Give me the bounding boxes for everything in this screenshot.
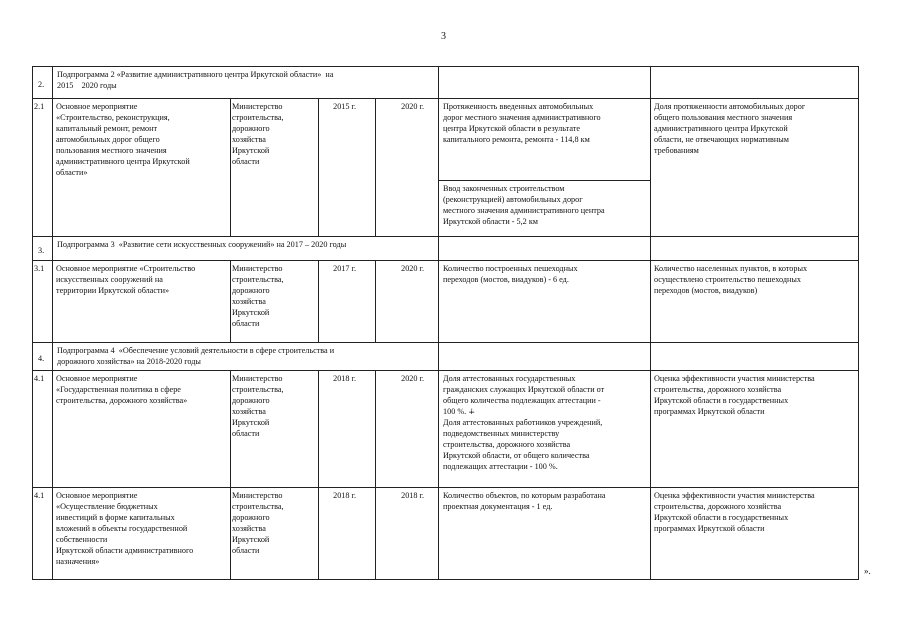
end-year: 2018 г. xyxy=(401,491,424,500)
row-number: 2.1 xyxy=(34,102,45,111)
target-indicator: области, не отвечающих нормативным xyxy=(654,135,789,144)
expected-result: центра Иркутской области в результате xyxy=(443,124,580,133)
executor: Иркутской xyxy=(232,418,270,427)
row-separator xyxy=(32,342,859,343)
target-indicator: осуществлено строительство пешеходных xyxy=(654,275,801,284)
column-separator xyxy=(52,236,53,260)
target-indicator: программах Иркутской области xyxy=(654,524,765,533)
target-indicator: общего пользования местного значения xyxy=(654,113,793,122)
column-separator xyxy=(650,342,651,370)
activity-name: Основное мероприятие xyxy=(56,102,138,111)
column-separator xyxy=(650,66,651,98)
target-indicator: строительства, дорожного хозяйства xyxy=(654,385,782,394)
expected-result: подведомственных министерству xyxy=(443,429,560,438)
executor: строительства, xyxy=(232,385,284,394)
column-separator xyxy=(230,370,231,487)
expected-result: Иркутской области - 5,2 км xyxy=(443,217,538,226)
expected-result: местного значения административного центра xyxy=(443,206,605,215)
column-separator xyxy=(650,260,651,342)
activity-name: пользования местного значения xyxy=(56,146,167,155)
row-separator xyxy=(32,260,859,261)
column-separator xyxy=(52,370,53,487)
executor: Министерство xyxy=(232,264,283,273)
start-year: 2017 г. xyxy=(333,264,356,273)
executor: Министерство xyxy=(232,374,283,383)
closing-quote-mark: ». xyxy=(864,566,871,576)
column-separator xyxy=(52,260,53,342)
activity-name: «Осуществление бюджетных xyxy=(56,502,158,511)
column-separator xyxy=(438,342,439,370)
activity-name: территории Иркутской области» xyxy=(56,286,170,295)
column-separator xyxy=(318,260,319,342)
subprogram-heading: дорожного хозяйства» на 2018-2020 годы xyxy=(57,357,201,366)
activity-name: инвестиций в форме капитальных xyxy=(56,513,175,522)
executor: хозяйства xyxy=(232,297,266,306)
expected-result: Доля аттестованных работников учреждений, xyxy=(443,418,603,427)
column-separator xyxy=(650,236,651,260)
expected-result: Протяженность введенных автомобильных xyxy=(443,102,594,111)
column-separator xyxy=(650,487,651,580)
expected-result: Иркутской области, от общего количества xyxy=(443,451,590,460)
executor: области xyxy=(232,319,260,328)
result-subcell-separator xyxy=(438,180,650,181)
column-separator xyxy=(318,98,319,236)
activity-name: административного центра Иркутской xyxy=(56,157,190,166)
row-number: 4.1 xyxy=(34,374,45,383)
expected-result: Количество объектов, по которым разработана xyxy=(443,491,606,500)
target-indicator: административного центра Иркутской xyxy=(654,124,788,133)
executor: строительства, xyxy=(232,113,284,122)
executor: строительства, xyxy=(232,502,284,511)
row-number: 4.1 xyxy=(34,491,45,500)
activity-name: искусственных сооружений на xyxy=(56,275,163,284)
executor: области xyxy=(232,429,260,438)
subprogram-heading: Подпрограмма 3 «Развитие сети искусственных сооружений» на 2017 – 2020 годы xyxy=(57,240,347,249)
target-indicator: Иркутской области в государственных xyxy=(654,513,789,522)
executor: Иркутской xyxy=(232,535,270,544)
column-separator xyxy=(650,370,651,487)
activity-name: «Государственная политика в сфере xyxy=(56,385,181,394)
expected-result: строительства, дорожного хозяйства xyxy=(443,440,571,449)
end-year: 2020 г. xyxy=(401,102,424,111)
expected-result: Ввод законченных строительством xyxy=(443,184,565,193)
activity-name: строительства, дорожного хозяйства» xyxy=(56,396,188,405)
expected-result: Доля аттестованных государственных xyxy=(443,374,576,383)
executor: хозяйства xyxy=(232,407,266,416)
target-indicator: переходов (мостов, виадуков) xyxy=(654,286,758,295)
column-separator xyxy=(52,487,53,580)
page-number: 3 xyxy=(441,31,446,42)
activity-name: автомобильных дорог общего xyxy=(56,135,160,144)
target-indicator: программах Иркутской области xyxy=(654,407,765,416)
expected-result: капитального ремонта, ремонта - 114,8 км xyxy=(443,135,590,144)
expected-result: Количество построенных пешеходных xyxy=(443,264,578,273)
activity-name: собственности xyxy=(56,535,108,544)
target-indicator: Доля протяженности автомобильных дорог xyxy=(654,102,806,111)
target-indicator: Количество населенных пунктов, в которых xyxy=(654,264,808,273)
executor: строительства, xyxy=(232,275,284,284)
column-separator xyxy=(650,98,651,236)
activity-name: назначения» xyxy=(56,557,100,566)
target-indicator: Оценка эффективности участия министерства xyxy=(654,491,815,500)
activity-name: Основное мероприятие «Строительство xyxy=(56,264,196,273)
row-number: 3. xyxy=(38,245,45,255)
activity-name: капитальный ремонт, ремонт xyxy=(56,124,158,133)
expected-result: проектная документация - 1 ед. xyxy=(443,502,553,511)
activity-name: Основное мероприятие xyxy=(56,491,138,500)
row-separator xyxy=(32,98,859,99)
activity-name: Иркутской области административного xyxy=(56,546,194,555)
target-indicator: Оценка эффективности участия министерства xyxy=(654,374,815,383)
expected-result: подлежащих аттестации - 100 %. xyxy=(443,462,558,471)
column-separator xyxy=(52,342,53,370)
subprogram-heading: Подпрограмма 4 «Обеспечение условий деятельности в сфере строительства и xyxy=(57,346,335,355)
start-year: 2015 г. xyxy=(333,102,356,111)
row-separator xyxy=(32,236,859,237)
executor: области xyxy=(232,157,260,166)
row-number: 4. xyxy=(38,353,45,363)
column-separator xyxy=(230,487,231,580)
column-separator xyxy=(438,260,439,342)
end-year: 2020 г. xyxy=(401,264,424,273)
executor: Министерство xyxy=(232,491,283,500)
start-year: 2018 г. xyxy=(333,374,356,383)
executor: хозяйства xyxy=(232,135,266,144)
start-year: 2018 г. xyxy=(333,491,356,500)
expected-result: 100 %. ∔ xyxy=(443,407,476,416)
subprogram-heading: 2015 2020 годы xyxy=(57,81,117,90)
executor: области xyxy=(232,546,260,555)
column-separator xyxy=(438,98,439,236)
end-year: 2020 г. xyxy=(401,374,424,383)
activity-name: Основное мероприятие xyxy=(56,374,138,383)
executor: Министерство xyxy=(232,102,283,111)
expected-result: гражданских служащих Иркутской области от xyxy=(443,385,605,394)
column-separator xyxy=(438,236,439,260)
column-separator xyxy=(375,260,376,342)
expected-result: общего количества подлежащих аттестации - xyxy=(443,396,601,405)
executor: дорожного xyxy=(232,513,270,522)
row-number: 3.1 xyxy=(34,264,45,273)
column-separator xyxy=(318,487,319,580)
executor: дорожного xyxy=(232,124,270,133)
target-indicator: Иркутской области в государственных xyxy=(654,396,789,405)
column-separator xyxy=(230,260,231,342)
target-indicator: строительства, дорожного хозяйства xyxy=(654,502,782,511)
column-separator xyxy=(375,98,376,236)
row-separator xyxy=(32,487,859,488)
row-separator xyxy=(32,370,859,371)
expected-result: дорог местного значения административного xyxy=(443,113,601,122)
column-separator xyxy=(52,66,53,98)
expected-result: (реконструкцией) автомобильных дорог xyxy=(443,195,583,204)
activity-name: «Строительство, реконструкция, xyxy=(56,113,170,122)
column-separator xyxy=(375,370,376,487)
column-separator xyxy=(438,370,439,487)
column-separator xyxy=(230,98,231,236)
column-separator xyxy=(375,487,376,580)
executor: хозяйства xyxy=(232,524,266,533)
executor: Иркутской xyxy=(232,308,270,317)
column-separator xyxy=(438,487,439,580)
executor: Иркутской xyxy=(232,146,270,155)
activity-name: области» xyxy=(56,168,88,177)
executor: дорожного xyxy=(232,286,270,295)
row-number: 2. xyxy=(38,79,45,89)
column-separator xyxy=(318,370,319,487)
target-indicator: требованиям xyxy=(654,146,699,155)
expected-result: переходов (мостов, виадуков) - 6 ед. xyxy=(443,275,569,284)
column-separator xyxy=(52,98,53,236)
subprogram-heading: Подпрограмма 2 «Развитие административного центра Иркутской области» на xyxy=(57,70,334,79)
activity-name: вложений в объекты государственной xyxy=(56,524,188,533)
executor: дорожного xyxy=(232,396,270,405)
column-separator xyxy=(438,66,439,98)
